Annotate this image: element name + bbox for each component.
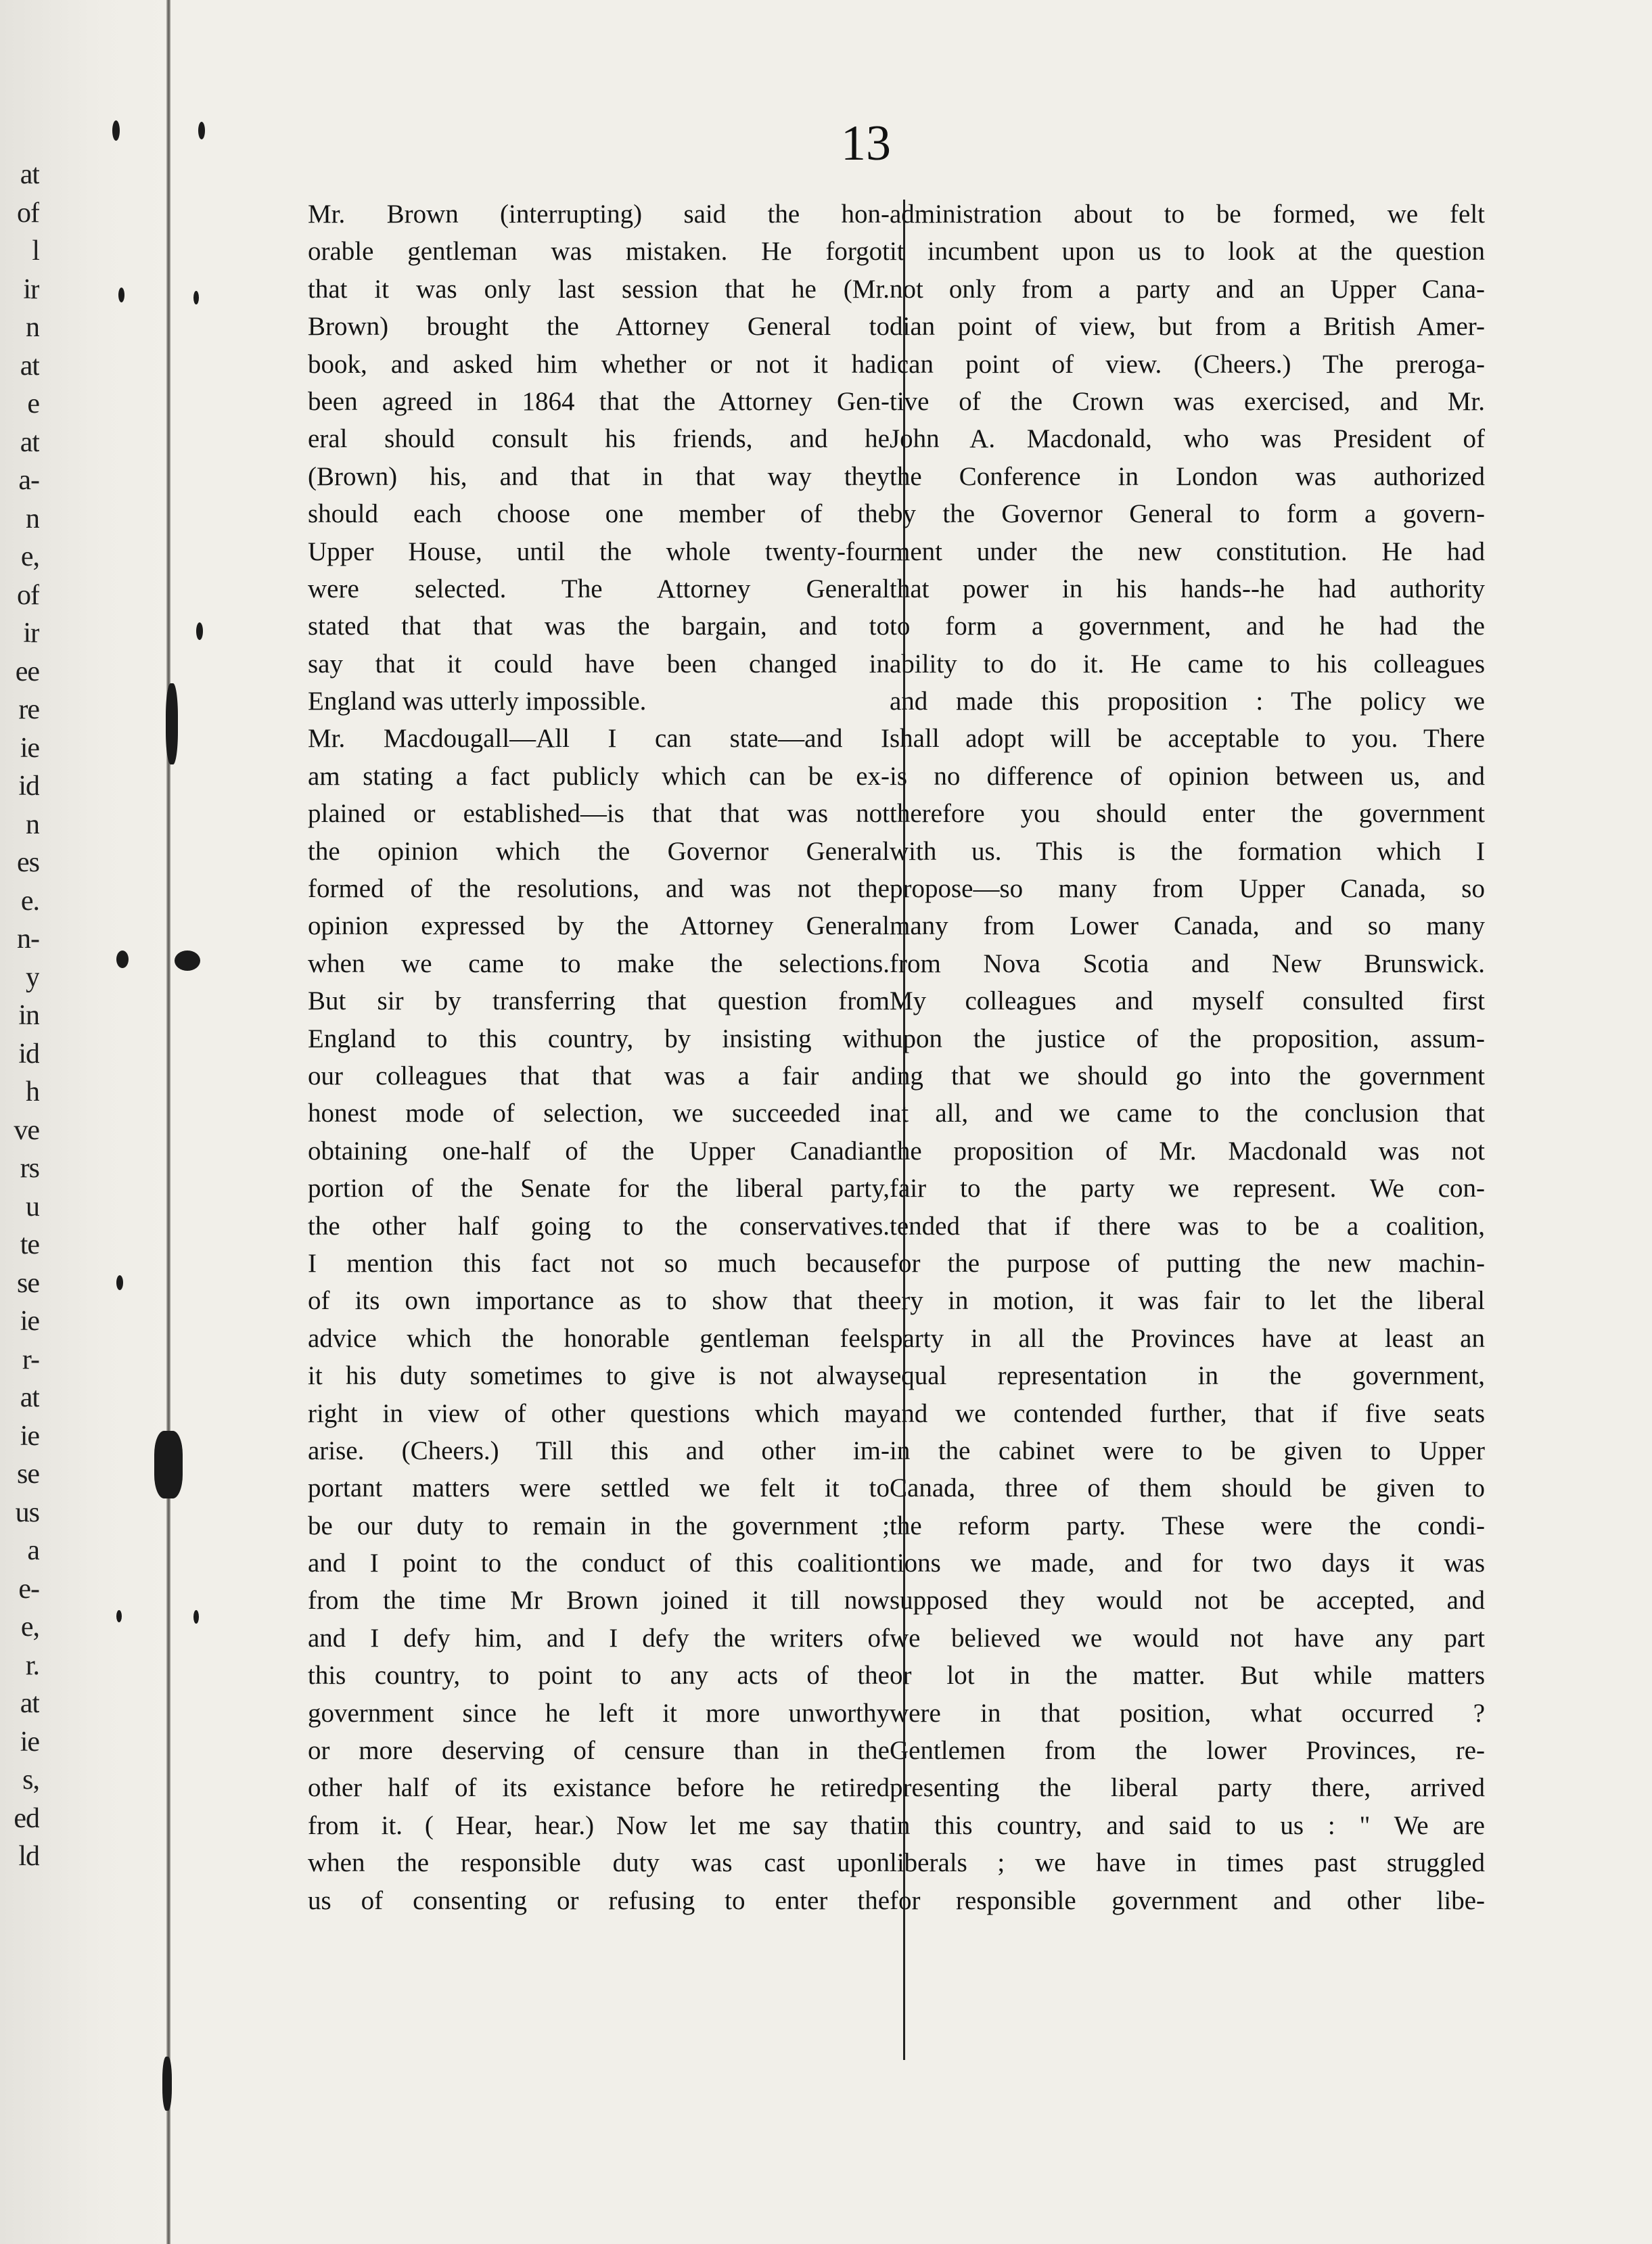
left-column-line: and I point to the conduct of this coalition [308, 1549, 890, 1578]
right-column-line: with us. This is the formation which I [890, 836, 1485, 866]
left-column-line: that it was only last session that he (Mr. [308, 274, 890, 304]
left-column-line: eral should consult his friends, and he [308, 424, 890, 454]
left-column-line: from it. ( Hear, hear.) Now let me say that [308, 1810, 890, 1840]
bleed-fragment: at [20, 1688, 39, 1719]
bleed-fragment: h [26, 1076, 39, 1107]
bleed-fragment: se [17, 1459, 39, 1490]
right-column-line: to form a government, and he had the [890, 612, 1485, 641]
left-column-line: of its own importance as to show that the [308, 1286, 890, 1316]
right-column-line: in this country, and said to us : " We are [890, 1810, 1485, 1840]
facing-page-text-fragments [0, 156, 39, 1876]
left-column-line: and I defy him, and I defy the writers of [308, 1623, 890, 1653]
page-number: 13 [841, 116, 891, 171]
gutter-speck [193, 291, 199, 304]
left-column-line: this country, to point to any acts of the [308, 1661, 890, 1691]
gutter-speck [175, 951, 200, 971]
bleed-fragment: of [17, 197, 39, 229]
right-column-line: Gentlemen from the lower Provinces, re- [890, 1736, 1485, 1766]
left-column-line: the opinion which the Governor General [308, 836, 890, 866]
left-column-line: orable gentleman was mistaken. He forgot [308, 237, 890, 267]
gutter-speck [154, 1431, 183, 1498]
right-column-line: equal representation in the government, [890, 1361, 1485, 1391]
right-column-line: the Conference in London was authorized [890, 461, 1485, 491]
left-column-line: say that it could have been changed in [308, 649, 890, 679]
bleed-fragment: of [17, 579, 39, 611]
gutter-speck [196, 622, 203, 640]
right-column-line: John A. Macdonald, who was President of [890, 424, 1485, 454]
bleed-fragment: ie [20, 1420, 39, 1452]
right-column-line: tions we made, and for two days it was [890, 1549, 1485, 1578]
right-column-line: ican point of view. (Cheers.) The preroga- [890, 349, 1485, 379]
bleed-fragment: n [26, 312, 39, 343]
left-column-line: advice which the honorable gentleman feels [308, 1323, 890, 1353]
left-column-line: the other half going to the conservatives. [308, 1211, 890, 1241]
left-column-line: portion of the Senate for the liberal party, [308, 1174, 890, 1204]
right-column-line: ment under the new constitution. He had [890, 536, 1485, 566]
right-column [890, 196, 1485, 1919]
right-column-line: tended that if there was to be a coalition, [890, 1211, 1485, 1241]
bleed-fragment: e, [20, 1611, 39, 1643]
right-column-line: ery in motion, it was fair to let the liberal [890, 1286, 1485, 1316]
left-column-line: am stating a fact publicly which can be ex- [308, 761, 890, 791]
gutter-speck [116, 1610, 122, 1622]
left-column-line: from the time Mr Brown joined it till now [308, 1586, 890, 1616]
bleed-fragment: n [26, 808, 39, 840]
bleed-fragment: a [27, 1535, 39, 1566]
gutter-speck [162, 2057, 172, 2111]
bleed-fragment: e, [20, 541, 39, 572]
gutter-speck [166, 683, 178, 764]
bleed-fragment: r- [22, 1344, 39, 1375]
right-column-line: or lot in the matter. But while matters [890, 1661, 1485, 1691]
left-column-line: our colleagues that that was a fair and [308, 1061, 890, 1091]
bleed-fragment: s, [22, 1764, 39, 1795]
right-column-line: is no difference of opinion between us, and [890, 761, 1485, 791]
left-column-line: (Brown) his, and that in that way they [308, 461, 890, 491]
right-column-line: propose—so many from Upper Canada, so [890, 874, 1485, 904]
bleed-fragment: l [32, 235, 39, 267]
gutter-speck [193, 1610, 199, 1624]
gutter-speck [118, 288, 124, 302]
bleed-fragment: n [26, 503, 39, 534]
bleed-fragment: id [18, 771, 39, 802]
bleed-fragment: ir [23, 273, 39, 305]
gutter-speck [116, 1275, 123, 1290]
right-column-line: Canada, three of them should be given to [890, 1473, 1485, 1503]
bleed-fragment: ie [20, 732, 39, 764]
bleed-fragment: id [18, 1038, 39, 1070]
right-column-line: presenting the liberal party there, arrived [890, 1773, 1485, 1803]
page-binding [166, 0, 170, 2244]
right-column-line: tive of the Crown was exercised, and Mr. [890, 386, 1485, 416]
bleed-fragment: n- [17, 923, 39, 955]
right-column-line: for responsible government and other libe- [890, 1885, 1485, 1915]
bleed-fragment: in [18, 1000, 39, 1031]
left-column-line: be our duty to remain in the government ; [308, 1511, 890, 1540]
right-column-line: supposed they would not be accepted, and [890, 1586, 1485, 1616]
bleed-fragment: ee [15, 656, 39, 687]
left-column-line: when we came to make the selections. [308, 948, 890, 978]
right-column-line: My colleagues and myself consulted first [890, 986, 1485, 1016]
left-column-line: Upper House, until the whole twenty-four [308, 536, 890, 566]
right-column-line: were in that position, what occurred ? [890, 1698, 1485, 1728]
bleed-fragment: r. [25, 1649, 39, 1681]
bleed-fragment: u [26, 1191, 39, 1222]
right-column-line: the proposition of Mr. Macdonald was not [890, 1136, 1485, 1166]
left-column-line: England was utterly impossible. [308, 687, 647, 716]
right-column-line: fair to the party we represent. We con- [890, 1174, 1485, 1204]
left-column-line: I mention this fact not so much because [308, 1248, 890, 1278]
left-column-line: arise. (Cheers.) Till this and other im- [308, 1436, 890, 1465]
gutter-speck [198, 122, 205, 139]
left-column-line: should each choose one member of the [308, 499, 890, 529]
bleed-fragment: ed [14, 1802, 39, 1834]
bleed-fragment: ie [20, 1306, 39, 1337]
left-column-line: or more deserving of censure than in the [308, 1736, 890, 1766]
bleed-fragment: re [18, 694, 39, 725]
left-column-line: were selected. The Attorney General [308, 574, 890, 603]
left-column-line: portant matters were settled we felt it to [308, 1473, 890, 1503]
right-column-line: it incumbent upon us to look at the question [890, 237, 1485, 267]
bleed-fragment: te [20, 1229, 39, 1260]
bleed-fragment: at [20, 426, 39, 458]
right-column-line: from Nova Scotia and New Brunswick. [890, 948, 1485, 978]
left-column [308, 196, 890, 1919]
bleed-fragment: a- [18, 465, 39, 496]
right-column-line: by the Governor General to form a govern- [890, 499, 1485, 529]
right-column-line: in the cabinet were to be given to Upper [890, 1436, 1485, 1465]
bleed-fragment: ir [23, 618, 39, 649]
left-column-line: stated that that was the bargain, and to [308, 612, 890, 641]
right-column-line: at all, and we came to the conclusion that [890, 1099, 1485, 1128]
left-column-line: formed of the resolutions, and was not the [308, 874, 890, 904]
left-column-line: been agreed in 1864 that the Attorney Gen- [308, 386, 890, 416]
left-column-line: honest mode of selection, we succeeded in [308, 1099, 890, 1128]
bleed-fragment: e- [18, 1573, 39, 1605]
gutter-speck [112, 120, 120, 141]
right-column-line: the reform party. These were the condi- [890, 1511, 1485, 1540]
left-column-line: us of consenting or refusing to enter the [308, 1885, 890, 1915]
bleed-fragment: ld [18, 1841, 39, 1872]
bleed-fragment: at [20, 159, 39, 190]
right-column-line: administration about to be formed, we felt [890, 200, 1485, 229]
left-column-line: Mr. Macdougall—All I can state—and I [308, 724, 890, 754]
right-column-line: upon the justice of the proposition, assum- [890, 1024, 1485, 1053]
left-column-line: England to this country, by insisting with [308, 1024, 890, 1053]
right-column-line: ing that we should go into the government [890, 1061, 1485, 1091]
bleed-fragment: rs [20, 1153, 39, 1184]
right-column-line: ability to do it. He came to his colleagues [890, 649, 1485, 679]
bleed-fragment: se [17, 1267, 39, 1299]
right-column-line: many from Lower Canada, and so many [890, 911, 1485, 941]
left-column-line: right in view of other questions which may [308, 1398, 890, 1428]
right-column-line: liberals ; we have in times past struggled [890, 1848, 1485, 1878]
bleed-fragment: es [17, 847, 39, 878]
bleed-fragment: us [15, 1496, 39, 1528]
right-column-line: and made this proposition : The policy we [890, 687, 1485, 716]
bleed-fragment: y [26, 961, 39, 993]
right-column-line: that power in his hands--he had authority [890, 574, 1485, 603]
left-column-line: Mr. Brown (interrupting) said the hon- [308, 200, 890, 229]
right-column-line: shall adopt will be acceptable to you. There [890, 724, 1485, 754]
left-column-line: plained or established—is that that was not [308, 799, 890, 829]
right-column-line: not only from a party and an Upper Cana- [890, 274, 1485, 304]
bleed-fragment: ve [14, 1114, 39, 1146]
left-column-line: government since he left it more unworthy [308, 1698, 890, 1728]
right-column-line: and we contended further, that if five seats [890, 1398, 1485, 1428]
right-column-line: therefore you should enter the government [890, 799, 1485, 829]
bleed-fragment: ie [20, 1726, 39, 1758]
right-column-line: for the purpose of putting the new machin- [890, 1248, 1485, 1278]
right-column-line: dian point of view, but from a British Amer- [890, 312, 1485, 342]
right-column-line: party in all the Provinces have at least an [890, 1323, 1485, 1353]
gutter-speck [116, 951, 129, 968]
left-column-line: But sir by transferring that question from [308, 986, 890, 1016]
left-column-line: it his duty sometimes to give is not always [308, 1361, 890, 1391]
left-column-line: obtaining one-half of the Upper Canadian [308, 1136, 890, 1166]
right-column-line: we believed we would not have any part [890, 1623, 1485, 1653]
bleed-fragment: at [20, 350, 39, 382]
left-column-line: Brown) brought the Attorney General to [308, 312, 890, 342]
bleed-fragment: e. [20, 885, 39, 917]
left-column-line: opinion expressed by the Attorney General [308, 911, 890, 941]
bleed-fragment: at [20, 1382, 39, 1413]
left-column-line: other half of its existance before he retired [308, 1773, 890, 1803]
left-column-line: book, and asked him whether or not it had [308, 349, 890, 379]
bleed-fragment: e [27, 388, 39, 419]
left-column-line: when the responsible duty was cast upon [308, 1848, 890, 1878]
